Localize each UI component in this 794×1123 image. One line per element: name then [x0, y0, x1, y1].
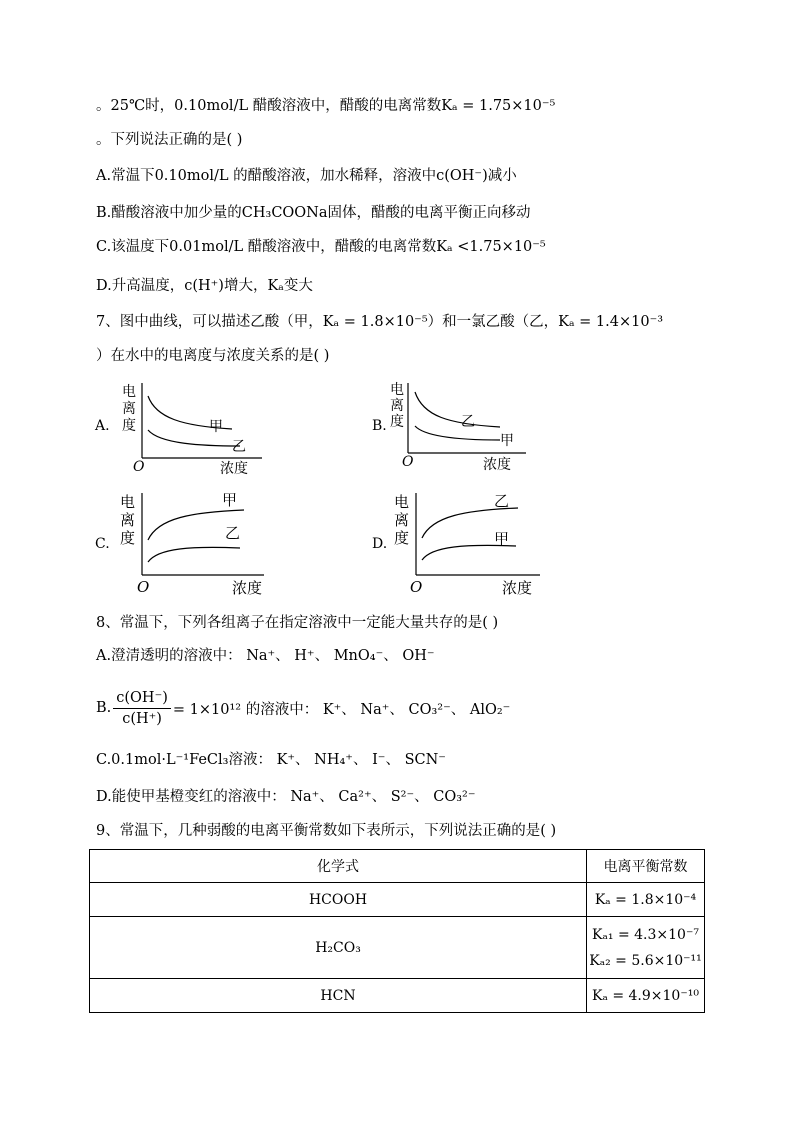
ylabel-2: 离 — [390, 398, 404, 414]
curve-lower — [148, 430, 240, 446]
table-header-row — [90, 850, 705, 883]
origin-label: O — [402, 454, 414, 470]
lower-curve-label: 甲 — [500, 433, 514, 449]
q8-option-b — [96, 684, 510, 732]
q8-option-a: A.澄清透明的溶液中： Na⁺、 H⁺、 MnO₄⁻、 OH⁻ — [96, 648, 435, 664]
ylabel-1: 电 — [390, 382, 404, 398]
q8-option-c: C.0.1mol·L⁻¹FeCl₃溶液： K⁺、 NH₄⁺、 I⁻、 SCN⁻ — [96, 752, 446, 768]
q7-chart-d-label: D. — [372, 536, 388, 552]
xlabel: 浓度 — [232, 579, 263, 597]
upper-curve-label: 甲 — [209, 419, 223, 435]
q6-option-b: B.醋酸溶液中加少量的CH₃COONa固体，醋酸的电离平衡正向移动 — [96, 205, 531, 221]
q7-chart-c — [112, 488, 272, 600]
q7-chart-a — [112, 378, 272, 478]
q7-chart-b-label: B. — [372, 418, 387, 434]
ylabel-3: 度 — [394, 529, 410, 547]
cell-constant: Kₐ = 1.8×10⁻⁴ — [587, 883, 705, 917]
cell-constant-ka2: Kₐ₂ = 5.6×10⁻¹¹ — [589, 952, 702, 969]
ylabel-3: 度 — [390, 414, 404, 430]
q8-option-b-rest: = 1×10¹² 的溶液中： K⁺、 Na⁺、 CO₃²⁻、 AlO₂⁻ — [172, 701, 511, 718]
q7-chart-b — [388, 378, 548, 478]
table-row — [90, 979, 705, 1013]
q8-option-b-prefix: B. — [96, 700, 112, 716]
cell-constant — [587, 917, 705, 979]
ylabel-2: 离 — [120, 511, 136, 529]
xlabel: 浓度 — [502, 579, 533, 597]
curve-lower — [415, 426, 500, 440]
header-constant: 电离平衡常数 — [587, 850, 705, 883]
origin-label: O — [137, 578, 150, 596]
cell-constant: Kₐ = 4.9×10⁻¹⁰ — [587, 979, 705, 1013]
curve-upper — [415, 392, 500, 427]
upper-curve-label: 乙 — [494, 492, 510, 510]
q6-option-c: C.该温度下0.01mol/L 醋酸溶液中，醋酸的电离常数Kₐ <1.75×10⁻⁵ — [96, 239, 546, 255]
table-row — [90, 917, 705, 979]
q6-option-a: A.常温下0.10mol/L 的醋酸溶液，加水稀释，溶液中c(OH⁻)减小 — [96, 168, 517, 184]
q8-option-b-fraction — [113, 688, 171, 729]
ylabel-1: 电 — [122, 384, 136, 400]
ylabel-1: 电 — [120, 493, 136, 511]
fraction-denominator: c(H⁺) — [122, 710, 162, 727]
lower-curve-label: 乙 — [232, 439, 246, 455]
table-row — [90, 883, 705, 917]
cell-formula: H₂CO₃ — [90, 917, 587, 979]
origin-label: O — [410, 578, 423, 596]
q6-option-d: D.升高温度，c(H⁺)增大，Kₐ变大 — [96, 278, 313, 294]
q7-chart-d — [388, 488, 552, 600]
q9-stem: 9、常温下，几种弱酸的电离平衡常数如下表所示，下列说法正确的是( ) — [96, 823, 557, 839]
curve-lower — [148, 547, 240, 562]
xlabel: 浓度 — [220, 461, 248, 477]
ka-table — [89, 849, 705, 1013]
origin-label: O — [133, 459, 145, 475]
cell-formula: HCN — [90, 979, 587, 1013]
q8-option-d: D.能使甲基橙变红的溶液中： Na⁺、 Ca²⁺、 S²⁻、 CO₃²⁻ — [96, 789, 476, 805]
fraction-numerator: c(OH⁻) — [113, 688, 171, 709]
ylabel-1: 电 — [394, 493, 410, 511]
q6-stem-line1: 。25℃时，0.10mol/L 醋酸溶液中，醋酸的电离常数Kₐ = 1.75×10⁻⁵ — [96, 98, 556, 114]
upper-curve-label: 甲 — [222, 491, 238, 509]
xlabel: 浓度 — [483, 457, 511, 473]
cell-formula: HCOOH — [90, 883, 587, 917]
q7-stem-line2: ）在水中的电离度与浓度关系的是( ) — [96, 348, 330, 364]
q7-chart-c-label: C. — [95, 536, 110, 552]
ylabel-2: 离 — [394, 511, 410, 529]
lower-curve-label: 乙 — [225, 524, 241, 542]
q6-stem-line2: 。下列说法正确的是( ) — [96, 132, 243, 148]
upper-curve-label: 乙 — [461, 414, 475, 430]
ylabel-3: 度 — [120, 529, 136, 547]
ylabel-3: 度 — [122, 418, 136, 434]
q7-chart-a-label: A. — [95, 418, 110, 434]
q8-stem: 8、常温下，下列各组离子在指定溶液中一定能大量共存的是( ) — [96, 615, 499, 631]
header-formula: 化学式 — [90, 850, 587, 883]
q7-stem-line1: 7、图中曲线，可以描述乙酸（甲，Kₐ = 1.8×10⁻⁵）和一氯乙酸（乙，Kₐ = 1.4×10⁻³ — [96, 314, 664, 330]
ylabel-2: 离 — [122, 401, 136, 417]
cell-constant-ka1: Kₐ₁ = 4.3×10⁻⁷ — [592, 926, 699, 943]
lower-curve-label: 甲 — [494, 530, 510, 548]
